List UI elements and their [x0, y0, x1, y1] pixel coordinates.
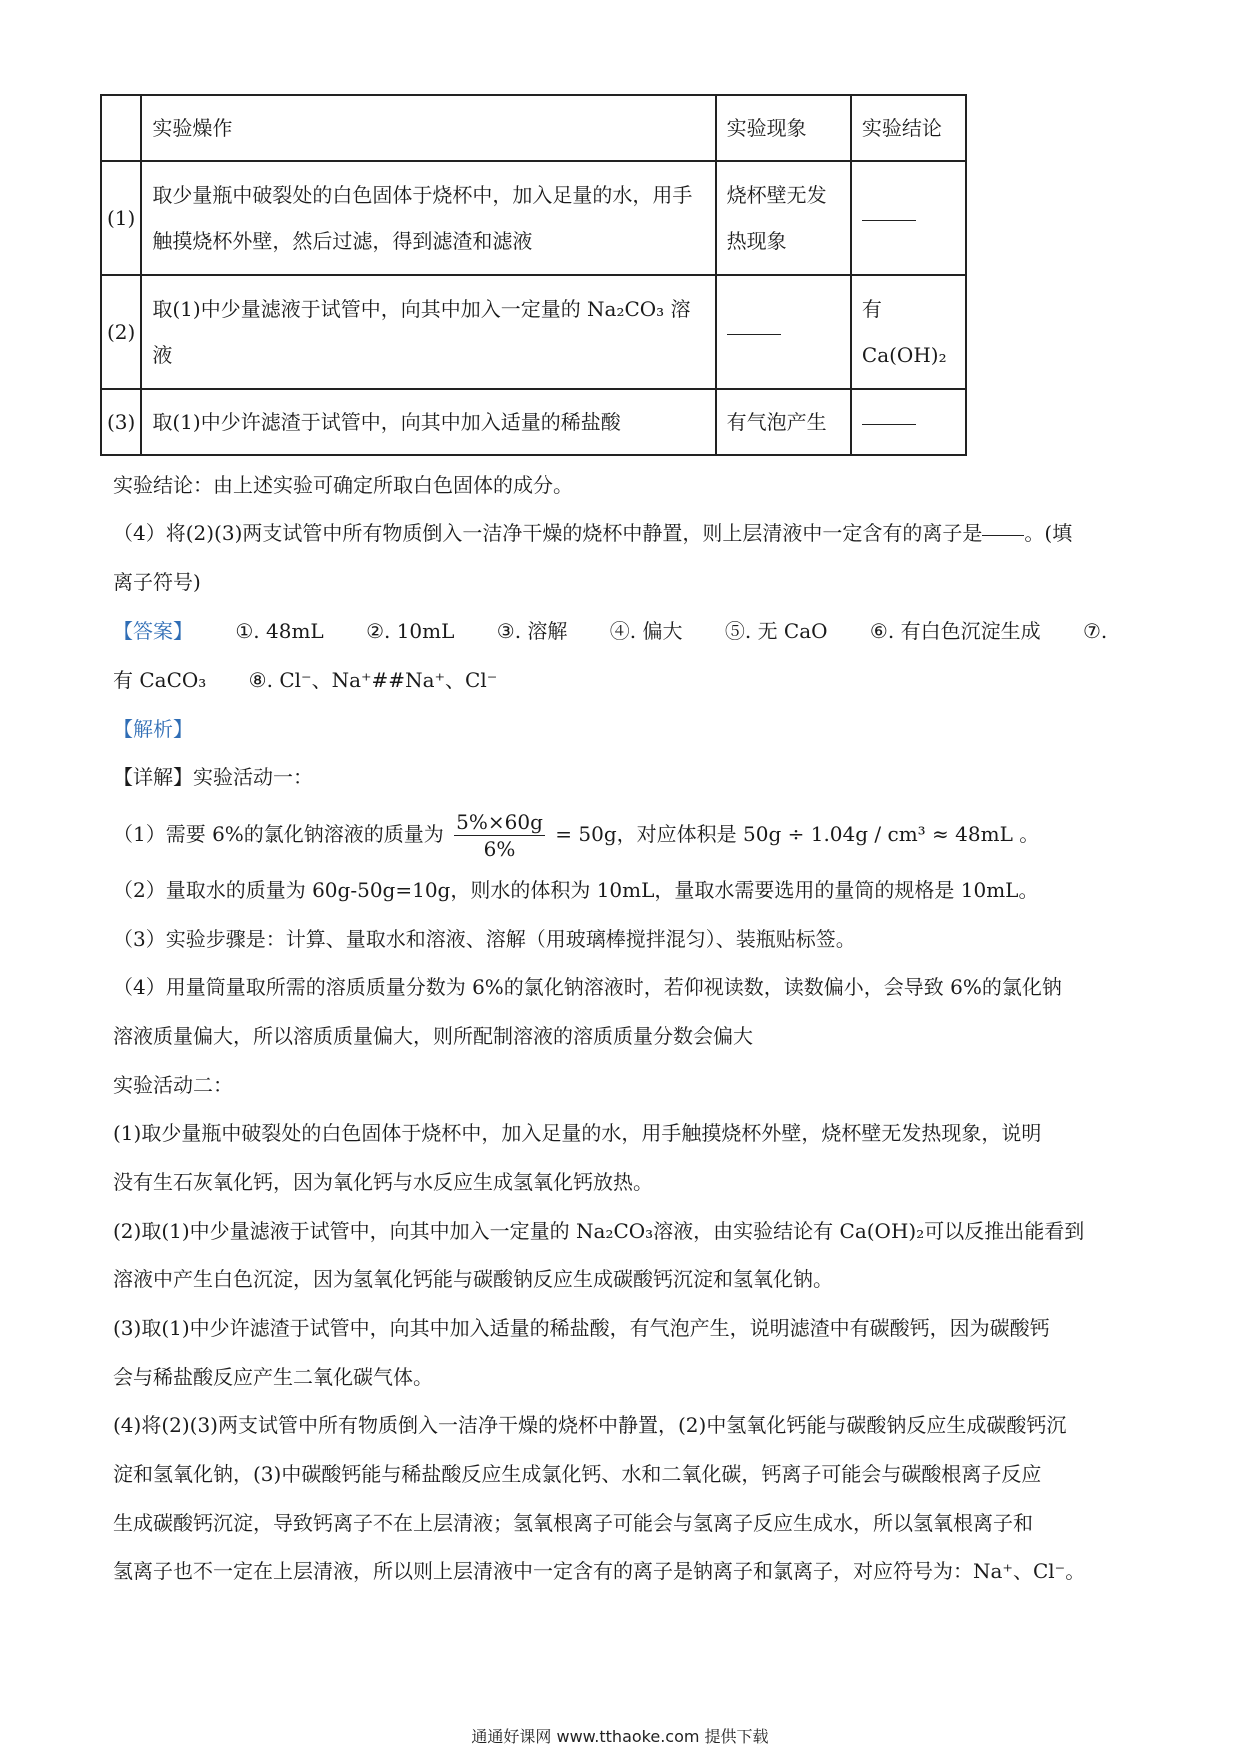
operation-cell: 取(1)中少许滤渣于试管中，向其中加入适量的稀盐酸: [141, 389, 715, 455]
fraction: [454, 809, 545, 862]
conclusion-cell: 有 Ca(OH)₂: [851, 275, 966, 389]
phenomenon-cell: [716, 275, 851, 389]
answer-item: ②. 10mL: [366, 619, 455, 643]
step-1-line: [113, 806, 1039, 862]
analysis-3-text: (3)取(1)中少许滤渣于试管中，向其中加入适量的稀盐酸，有气泡产生，说明滤渣中有碳酸钙，因为碳酸钙: [113, 1316, 1050, 1340]
table-row: [101, 275, 966, 389]
analysis-2-text-2: 溶液中产生白色沉淀，因为氢氧化钙能与碳酸钠反应生成碳酸钙沉淀和氢氧化钠。: [113, 1267, 833, 1291]
question-4-text: （4）将(2)(3)两支试管中所有物质倒入一洁净干燥的烧杯中静置，则上层清液中一定含有的离子是: [113, 521, 983, 545]
answer-item: ③. 溶解: [496, 619, 568, 643]
phenomenon-cell: 有气泡产生: [716, 389, 851, 455]
table-header-cell: [101, 95, 141, 161]
step-1-text: （1）需要 6%的氯化钠溶液的质量为: [113, 822, 444, 846]
step-1-result: = 50g，对应体积是 50g ÷ 1.04g / cm³ ≈ 48mL 。: [555, 822, 1040, 846]
analysis-1-text: (1)取少量瓶中破裂处的白色固体于烧杯中，加入足量的水，用手触摸烧杯外壁，烧杯壁无发热现象，说明: [113, 1121, 1042, 1145]
analysis-3-text-2: 会与稀盐酸反应产生二氧化碳气体。: [113, 1365, 433, 1389]
answer-item: ⑤. 无 CaO: [724, 619, 828, 643]
analysis-4-text-3: 生成碳酸钙沉淀，导致钙离子不在上层清液；氢氧根离子可能会与氢离子反应生成水，所以氢氧根离子和: [113, 1511, 1033, 1535]
experiment-table: [100, 94, 967, 456]
fraction-numerator: 5%×60g: [456, 810, 543, 834]
question-4-line-2: 离子符号): [113, 570, 201, 594]
answer-blank: [862, 219, 916, 221]
step-3-text: （3）实验步骤是：计算、量取水和溶液、溶解（用玻璃棒搅拌混匀）、装瓶贴标签。: [113, 927, 856, 951]
answer-item: ①. 48mL: [235, 619, 324, 643]
answer-item: ⑥. 有白色沉淀生成: [869, 619, 1041, 643]
answer-item: ⑧. Cl⁻、Na⁺##Na⁺、Cl⁻: [248, 668, 498, 692]
operation-cell: 取少量瓶中破裂处的白色固体于烧杯中，加入足量的水，用手触摸烧杯外壁，然后过滤，得到滤渣和滤液: [141, 161, 715, 275]
conclusion-cell: [851, 389, 966, 455]
row-number: (3): [101, 389, 141, 455]
table-row: [101, 389, 966, 455]
analysis-label: 【解析】: [113, 717, 193, 741]
answer-item: ④. 偏大: [609, 619, 683, 643]
answer-blank: [862, 423, 916, 425]
phenomenon-cell: 烧杯壁无发热现象: [716, 161, 851, 275]
answer-item: ⑦.: [1082, 619, 1108, 643]
answer-line: [113, 617, 1107, 645]
detail-heading: 【详解】实验活动一：: [113, 765, 313, 789]
answer-item: 有 CaCO₃: [113, 668, 207, 692]
operation-cell: 取(1)中少量滤液于试管中，向其中加入一定量的 Na₂CO₃ 溶液: [141, 275, 715, 389]
table-header-cell: 实验燥作: [141, 95, 715, 161]
answer-label: 【答案】: [113, 619, 193, 643]
table-header-cell: 实验现象: [716, 95, 851, 161]
page-footer: 通通好课网 www.tthaoke.com 提供下载: [471, 1727, 769, 1746]
fraction-denominator: 6%: [483, 837, 516, 861]
table-row: [101, 161, 966, 275]
analysis-4-text: (4)将(2)(3)两支试管中所有物质倒入一洁净干燥的烧杯中静置，(2)中氢氧化钙能与碳酸钠反应生成碳酸钙沉: [113, 1413, 1067, 1437]
question-4-tail: 。(填: [1024, 521, 1073, 545]
answer-line-2: [113, 666, 497, 694]
table-header-cell: 实验结论: [851, 95, 966, 161]
row-number: (1): [101, 161, 141, 275]
conclusion-text: 实验结论：由上述实验可确定所取白色固体的成分。: [113, 473, 573, 497]
analysis-1-text-2: 没有生石灰氧化钙，因为氧化钙与水反应生成氢氧化钙放热。: [113, 1170, 653, 1194]
step-4-text-2: 溶液质量偏大，所以溶质质量偏大，则所配制溶液的溶质质量分数会偏大: [113, 1024, 753, 1048]
analysis-4-text-2: 淀和氢氧化钠，(3)中碳酸钙能与稀盐酸反应生成氯化钙、水和二氧化碳，钙离子可能会与碳酸根离子反应: [113, 1462, 1042, 1486]
answer-blank: [982, 534, 1024, 536]
row-number: (2): [101, 275, 141, 389]
question-4-line: [113, 519, 1072, 547]
step-2-text: （2）量取水的质量为 60g-50g=10g，则水的体积为 10mL，量取水需要选用的量筒的规格是 10mL。: [113, 878, 1039, 902]
analysis-4-text-4: 氢离子也不一定在上层清液，所以则上层清液中一定含有的离子是钠离子和氯离子，对应符号为：Na⁺、Cl⁻。: [113, 1559, 1086, 1583]
answer-blank: [727, 333, 781, 335]
step-4-text: （4）用量筒量取所需的溶质质量分数为 6%的氯化钠溶液时，若仰视读数，读数偏小，会导致 6%的氯化钠: [113, 975, 1062, 999]
conclusion-cell: [851, 161, 966, 275]
analysis-2-text: (2)取(1)中少量滤液于试管中，向其中加入一定量的 Na₂CO₃溶液，由实验结论有 Ca(OH)₂可以反推出能看到: [113, 1219, 1085, 1243]
activity-2-heading: 实验活动二：: [113, 1073, 233, 1097]
table-header-row: [101, 95, 966, 161]
